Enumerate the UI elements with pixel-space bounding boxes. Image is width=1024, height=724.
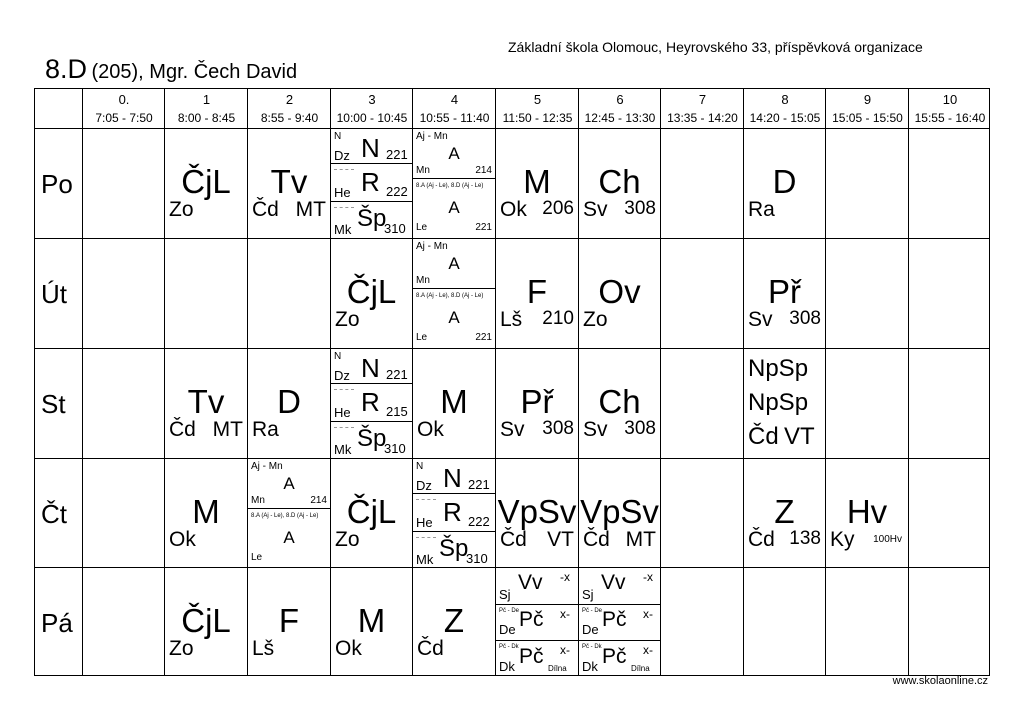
period-number: 0.	[118, 92, 130, 107]
room: VT	[784, 423, 815, 450]
room: 100Hv	[873, 534, 902, 545]
room: 215	[386, 404, 408, 419]
teacher: Ok	[335, 637, 362, 660]
group-label: N	[334, 131, 342, 142]
subject: A	[283, 528, 295, 547]
lesson-cell-ct-5[interactable]	[496, 459, 578, 567]
teacher: Sv	[583, 198, 608, 221]
lesson-cell-pa-4[interactable]	[413, 568, 495, 676]
subject: Z	[774, 493, 795, 530]
room: MT	[212, 418, 243, 441]
room: Dílna	[548, 664, 567, 673]
subject: ČjL	[346, 273, 397, 310]
separator	[334, 207, 354, 208]
room: 310	[384, 441, 406, 456]
class-details: (205), Mgr. Čech David	[91, 61, 298, 83]
day-label: Po	[41, 169, 73, 199]
separator	[579, 640, 660, 641]
room: 138	[789, 528, 821, 549]
period-number: 1	[202, 92, 211, 107]
subject: Šp	[439, 535, 469, 562]
subject: M	[440, 383, 468, 420]
lesson-cell-ct-1[interactable]	[165, 459, 247, 567]
room: 222	[468, 514, 490, 529]
mark: x-	[560, 643, 570, 657]
room: 214	[310, 495, 327, 506]
group-label: 8.A (Aj - Le), 8.D (Aj - Le)	[251, 513, 319, 519]
room: 221	[475, 332, 492, 343]
subject: M	[357, 602, 386, 639]
teacher: De	[582, 622, 599, 637]
subject: Šp	[357, 205, 387, 232]
room: 308	[624, 198, 656, 219]
mark: x-	[560, 607, 570, 621]
lesson-cell-ct-2[interactable]	[248, 459, 330, 567]
teacher: Ky	[830, 528, 855, 551]
mark: -x	[560, 570, 570, 584]
day-label: Pá	[41, 607, 73, 638]
room: 221	[386, 367, 408, 382]
subject: Pč	[602, 645, 627, 668]
teacher: Zo	[335, 308, 360, 331]
lesson-cell-st-2[interactable]	[248, 349, 330, 458]
separator	[496, 604, 578, 605]
teacher: Dz	[416, 478, 432, 493]
column-divider	[825, 89, 826, 675]
school-name: Základní škola Olomouc, Heyrovského 33, příspěvková organizace	[508, 39, 923, 55]
room: 210	[542, 308, 574, 329]
group-label: Pč - Dk	[582, 644, 602, 650]
subject: Vv	[601, 571, 626, 594]
subject: Hv	[846, 493, 888, 530]
teacher: Zo	[169, 198, 194, 221]
lesson-cell-ut-8[interactable]	[744, 239, 825, 348]
separator	[413, 178, 495, 179]
subject: D	[277, 383, 301, 420]
period-number: 3	[368, 92, 376, 107]
room: 310	[384, 221, 406, 236]
subject: F	[526, 273, 548, 310]
separator	[413, 531, 495, 532]
day-label: St	[41, 389, 66, 419]
subject: A	[283, 474, 295, 493]
lesson-cell-ct-4[interactable]	[413, 459, 495, 567]
room: 221	[386, 147, 408, 162]
room: Dílna	[631, 664, 650, 673]
lesson-cell-ut-5[interactable]	[496, 239, 578, 348]
room: 308	[624, 418, 656, 439]
lesson-cell-po-5[interactable]	[496, 129, 578, 238]
teacher: Ra	[748, 198, 775, 221]
subject: R	[361, 387, 380, 417]
subject: Pč	[519, 645, 544, 668]
teacher: Dz	[334, 148, 350, 163]
teacher: Sv	[583, 418, 608, 441]
mark: x-	[643, 607, 653, 621]
lesson-cell-st-6[interactable]	[579, 349, 660, 458]
room: MT	[295, 198, 326, 221]
separator	[331, 163, 412, 164]
teacher: Čd	[748, 423, 779, 450]
subject: N	[361, 353, 380, 383]
room: 221	[468, 477, 490, 492]
subject: Pč	[602, 608, 627, 631]
lesson-cell-po-2[interactable]	[248, 129, 330, 238]
teacher: Zo	[169, 637, 194, 660]
period-time: 14:20 - 15:05	[749, 111, 821, 125]
period-time: 10:55 - 11:40	[419, 111, 490, 125]
subject: Vv	[518, 571, 543, 594]
period-number: 9	[863, 92, 872, 107]
period-number: 4	[450, 92, 459, 107]
subject: A	[448, 308, 460, 327]
room: 310	[466, 551, 488, 566]
group-label: N	[416, 461, 424, 472]
lesson-cell-po-6[interactable]	[579, 129, 660, 238]
lesson-cell-pa-2[interactable]	[248, 568, 330, 676]
room: VT	[547, 528, 574, 551]
page-title	[45, 56, 297, 83]
teacher: Mk	[416, 552, 434, 567]
room: 206	[542, 198, 574, 219]
subject: Př	[520, 383, 554, 420]
teacher: Sj	[582, 587, 594, 602]
lesson-cell-pa-5[interactable]	[496, 568, 578, 676]
subject: ČjL	[181, 602, 231, 639]
teacher: Sv	[748, 308, 773, 331]
lesson-cell-po-3[interactable]	[331, 129, 412, 238]
teacher: He	[416, 515, 433, 530]
teacher: Lš	[500, 308, 523, 331]
teacher: Mk	[334, 222, 352, 237]
subject: R	[443, 497, 462, 527]
group-label: Aj - Mn	[416, 131, 448, 142]
subject: Tv	[270, 163, 308, 200]
mark: -x	[643, 570, 653, 584]
period-time: 8:55 - 9:40	[260, 111, 319, 125]
room: 308	[542, 418, 574, 439]
lesson-cell-ct-8[interactable]	[744, 459, 825, 567]
subject: VpSv	[580, 493, 659, 530]
day-label: Út	[41, 279, 67, 309]
subject: F	[278, 602, 300, 639]
group-label: Pč - De	[582, 608, 603, 614]
subject: Ch	[598, 383, 641, 420]
subject: A	[448, 254, 460, 273]
separator	[331, 421, 412, 422]
subject: R	[361, 167, 380, 197]
lesson-cell-st-5[interactable]	[496, 349, 578, 458]
period-time: 15:55 - 16:40	[914, 111, 986, 125]
teacher: Zo	[583, 308, 608, 331]
separator	[496, 640, 578, 641]
lesson-cell-ct-3[interactable]	[331, 459, 412, 567]
subject: NpSp	[748, 389, 809, 416]
period-time: 10:00 - 10:45	[336, 111, 408, 125]
separator	[334, 169, 354, 170]
teacher: Mn	[416, 275, 430, 286]
teacher: Ok	[500, 198, 527, 221]
subject: Př	[768, 273, 801, 310]
teacher: Zo	[335, 528, 360, 551]
subject: N	[443, 463, 462, 493]
teacher: Ok	[417, 418, 444, 441]
group-label: Pč - Dk	[499, 644, 519, 650]
room: 308	[789, 308, 821, 329]
group-label: 8.A (Aj - Le), 8.D (Aj - Le)	[416, 183, 484, 189]
teacher: Le	[416, 222, 428, 233]
class-name: 8.D	[45, 54, 88, 84]
group-label: 8.A (Aj - Le), 8.D (Aj - Le)	[416, 293, 484, 299]
subject: Šp	[357, 425, 387, 452]
teacher: Dk	[582, 659, 598, 674]
period-time: 11:50 - 12:35	[502, 111, 573, 125]
room: 222	[386, 184, 408, 199]
group-label: Aj - Mn	[251, 461, 283, 472]
teacher: Ok	[169, 528, 196, 551]
subject: A	[448, 198, 460, 217]
group-label: Aj - Mn	[416, 241, 448, 252]
subject: N	[361, 133, 380, 163]
period-time: 15:05 - 15:50	[832, 111, 903, 125]
lesson-cell-pa-1[interactable]	[165, 568, 247, 676]
period-time: 7:05 - 7:50	[95, 111, 153, 125]
timetable-grid	[34, 88, 990, 676]
subject: Ch	[598, 163, 641, 200]
column-divider	[660, 89, 661, 675]
lesson-cell-st-8[interactable]	[744, 349, 825, 458]
subject: VpSv	[497, 493, 577, 530]
lesson-cell-ct-6[interactable]	[579, 459, 660, 567]
teacher: Čd	[583, 528, 610, 551]
period-number: 10	[942, 92, 958, 107]
subject: ČjL	[181, 163, 231, 200]
teacher: He	[334, 405, 351, 420]
separator	[413, 493, 495, 494]
teacher: Sj	[499, 587, 511, 602]
room: MT	[625, 528, 656, 551]
teacher: Čd	[169, 418, 196, 441]
lesson-cell-ct-9[interactable]	[826, 459, 908, 567]
footer-link[interactable]: www.skolaonline.cz	[892, 675, 988, 687]
subject: Ov	[598, 273, 641, 310]
lesson-cell-st-3[interactable]	[331, 349, 412, 458]
lesson-cell-ut-3[interactable]	[331, 239, 412, 348]
teacher: Lš	[252, 637, 275, 660]
separator	[331, 201, 412, 202]
lesson-cell-ut-6[interactable]	[579, 239, 660, 348]
lesson-cell-po-4[interactable]	[413, 129, 495, 238]
subject: Tv	[187, 383, 225, 420]
separator	[413, 288, 495, 289]
separator	[579, 604, 660, 605]
group-label: N	[334, 351, 342, 362]
teacher: De	[499, 622, 516, 637]
lesson-cell-po-1[interactable]	[165, 129, 247, 238]
day-label: Čt	[41, 498, 67, 529]
teacher: Čd	[500, 528, 527, 551]
column-divider	[82, 89, 83, 675]
teacher: Le	[416, 332, 428, 343]
lesson-cell-st-4[interactable]	[413, 349, 495, 458]
teacher: Dz	[334, 368, 350, 383]
period-number: 8	[781, 92, 789, 107]
subject: D	[772, 163, 797, 200]
teacher: Mk	[334, 442, 352, 457]
period-time: 12:45 - 13:30	[584, 111, 656, 125]
subject: M	[523, 163, 551, 200]
lesson-cell-po-8[interactable]	[744, 129, 825, 238]
teacher: Čd	[417, 637, 444, 660]
subject: A	[448, 144, 460, 163]
teacher: Dk	[499, 659, 515, 674]
room: 221	[475, 222, 492, 233]
subject: ČjL	[346, 493, 397, 530]
separator	[334, 389, 354, 390]
teacher: Čd	[748, 528, 775, 551]
period-time: 13:35 - 14:20	[667, 111, 738, 125]
period-number: 6	[616, 92, 624, 107]
teacher: Le	[251, 552, 263, 563]
subject: NpSp	[748, 355, 809, 382]
lesson-cell-pa-3[interactable]	[331, 568, 412, 676]
teacher: He	[334, 185, 351, 200]
separator	[416, 499, 436, 500]
teacher: Mn	[251, 495, 265, 506]
lesson-cell-pa-6[interactable]	[579, 568, 660, 676]
period-number: 7	[698, 92, 707, 107]
lesson-cell-st-1[interactable]	[165, 349, 247, 458]
subject: Pč	[519, 608, 544, 631]
column-divider	[908, 89, 909, 675]
separator	[331, 383, 412, 384]
subject: Z	[443, 602, 465, 639]
teacher: Mn	[416, 165, 430, 176]
subject: M	[192, 493, 220, 530]
teacher: Ra	[252, 418, 279, 441]
mark: x-	[643, 643, 653, 657]
period-number: 5	[533, 92, 542, 107]
separator	[334, 427, 354, 428]
period-number: 2	[285, 92, 294, 107]
separator	[248, 508, 330, 509]
separator	[416, 537, 436, 538]
room: 214	[475, 165, 492, 176]
period-time: 8:00 - 8:45	[177, 111, 236, 125]
teacher: Sv	[500, 418, 525, 441]
lesson-cell-ut-4[interactable]	[413, 239, 495, 348]
teacher: Čd	[252, 198, 279, 221]
group-label: Pč - De	[499, 608, 520, 614]
